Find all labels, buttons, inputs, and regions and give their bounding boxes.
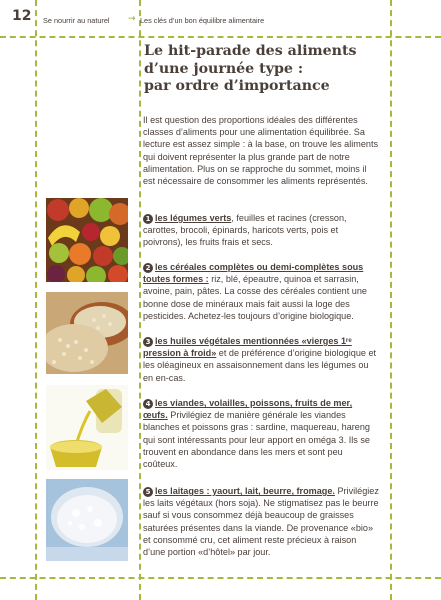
milk-glass-photo bbox=[46, 479, 128, 561]
item-number: 2 bbox=[143, 263, 153, 273]
page-header bbox=[0, 0, 441, 36]
item-body: , feuilles et racines (cresson, carottes, brocoli, épinards, haricots verts, pois et poivrons), les fruits frais et secs. bbox=[143, 213, 347, 248]
list-item bbox=[143, 335, 379, 384]
breadcrumb-page: Les clés d’un bon équilibre alimentaire bbox=[140, 16, 265, 25]
breadcrumb-arrow-icon: → bbox=[128, 14, 136, 24]
page-title bbox=[144, 43, 364, 96]
list-item bbox=[143, 261, 379, 322]
item-body: riz, blé, épeautre, quinoa et sarrasin, avoine, pain, pâtes. La cosse des céréales contient une bonne dose de minéraux mais fait aussi la loge des pesticides. Achetez-les toujours d’origine biologique. bbox=[143, 274, 367, 321]
breadcrumb-section: Se nourrir au naturel bbox=[43, 16, 110, 25]
item-body: Privilégiez les laits végétaux (hors soja). Ne stigmatisez pas le beurre sauf si vous consommez déjà beaucoup de graisses saturées présentes dans la viande. De provenance «bio» et consommé cru, cet aliment reste précieux à raison d’une portion «d’hôtel» par jour. bbox=[143, 486, 379, 558]
item-body: Privilégiez de manière générale les viandes blanches et poissons gras : sardine, maquereau, hareng qui sont intéressants pour leur apport en oméga 3. Ils se trouvent en abondance dans les mers et sont peu coûteux. bbox=[143, 410, 370, 470]
left-dashed-rule bbox=[35, 0, 37, 600]
list-item bbox=[143, 485, 379, 558]
item-number: 3 bbox=[143, 337, 153, 347]
item-number: 1 bbox=[143, 214, 153, 224]
olive-oil-photo bbox=[46, 385, 128, 470]
right-dashed-rule bbox=[390, 0, 392, 600]
title-line-3: par ordre d’importance bbox=[144, 78, 330, 94]
fruits-vegetables-photo bbox=[46, 198, 128, 282]
title-line-1: Le hit-parade des aliments bbox=[144, 43, 357, 59]
item-heading: les huiles végétales mentionnées «vierges 1ʳᵉ pression à froid» bbox=[143, 336, 352, 359]
page-number: 12 bbox=[12, 8, 32, 24]
list-item bbox=[143, 212, 379, 249]
cereal-grains-photo bbox=[46, 292, 128, 374]
item-body: et de préférence d’origine biologique et les oléagineux en assaisonnement dans les légumes ou en en-cas. bbox=[143, 348, 377, 383]
item-heading: les laitages : yaourt, lait, beurre, fromage. bbox=[155, 486, 335, 496]
inner-dashed-rule bbox=[139, 0, 141, 600]
top-dashed-rule bbox=[0, 36, 441, 38]
intro-paragraph: Il est question des proportions idéales des différentes classes d’aliments pour une alimentation équilibrée. Sa lecture est assez simple : à la base, on trouve les aliments qui doivent représenter la plus grande part de notre alimentation. Plus on se rapproche du sommet, moins il est nécessaire de consommer les aliments représentés. bbox=[143, 115, 379, 187]
item-number: 5 bbox=[143, 487, 153, 497]
item-heading: les viandes, volailles, poissons, fruits de mer, œufs. bbox=[143, 398, 353, 421]
item-heading: les légumes verts bbox=[155, 213, 232, 223]
item-number: 4 bbox=[143, 399, 153, 409]
item-heading: les céréales complètes ou demi-complètes sous toutes formes : bbox=[143, 262, 364, 285]
title-line-2: d’une journée type : bbox=[144, 60, 304, 77]
list-item bbox=[143, 397, 379, 470]
bottom-dashed-rule bbox=[0, 577, 441, 579]
